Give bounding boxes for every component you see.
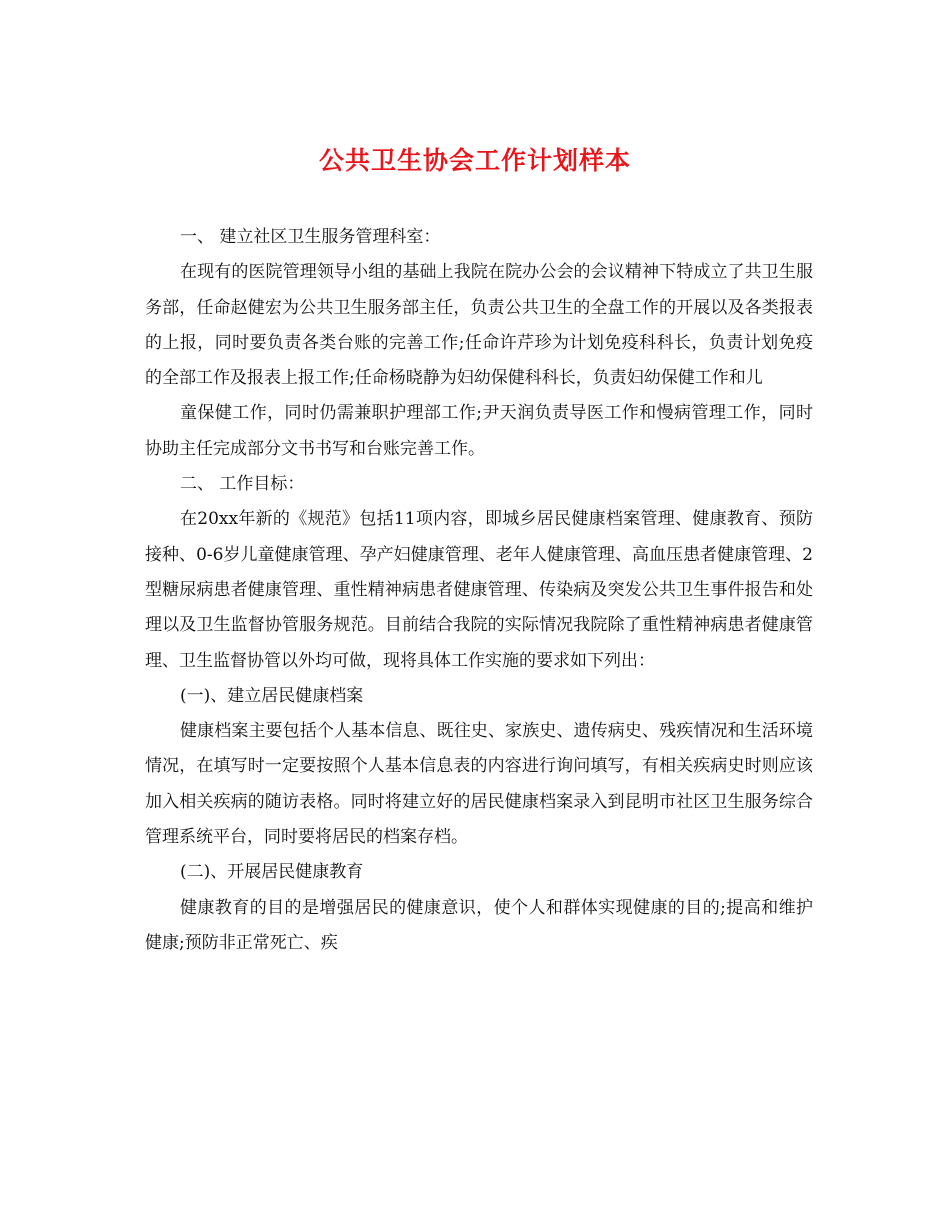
subsection-heading-2: (二)、开展居民健康教育 <box>180 862 364 883</box>
section-heading-2: 二、 工作目标： <box>180 474 305 495</box>
subsection-heading-1: (一)、建立居民健康档案 <box>180 685 364 706</box>
document-body <box>145 220 813 961</box>
paragraph: 健康教育的目的是增强居民的健康意识，使个人和群体实现健康的目的;提高和维护健康;预防非正常死亡、疾 <box>145 897 813 953</box>
section-heading-1: 一、 建立社区卫生服务管理科室： <box>180 227 441 247</box>
paragraph: 在20xx年新的《规范》包括11项内容，即城乡居民健康档案管理、健康教育、预防接种、0-6岁儿童健康管理、孕产妇健康管理、老年人健康管理、高血压患者健康管理、2型糖尿病患者健康管理、重性精神病患者健康管理、传染病及突发公共卫生事件报告和处理以及卫生监督协管服务规范。目前结合我院的实际情况我院除了重性精神病患者健康管理、卫生监督协管以外均可做，现将具体工作实施的要求如下列出： <box>145 509 813 671</box>
paragraph: 健康档案主要包括个人基本信息、既往史、家族史、遗传病史、残疾情况和生活环境情况，在填写时一定要按照个人基本信息表的内容进行询问填写，有相关疾病史时则应该加入相关疾病的随访表格。同时将建立好的居民健康档案录入到昆明市社区卫生服务综合管理系统平台，同时要将居民的档案存档。 <box>145 721 813 848</box>
paragraph: 在现有的医院管理领导小组的基础上我院在院办公会的会议精神下特成立了共卫生服务部，任命赵健宏为公共卫生服务部主任，负责公共卫生的全盘工作的开展以及各类报表的上报，同时要负责各类台账的完善工作;任命许芹珍为计划免疫科科长，负责计划免疫的全部工作及报表上报工作;任命杨晓静为妇幼保健科科长，负责妇幼保健工作和儿 <box>145 262 813 389</box>
document-title: 公共卫生协会工作计划样本 <box>318 146 631 175</box>
paragraph: 童保健工作，同时仍需兼职护理部工作;尹天润负责导医工作和慢病管理工作，同时协助主任完成部分文书书写和台账完善工作。 <box>145 403 813 459</box>
